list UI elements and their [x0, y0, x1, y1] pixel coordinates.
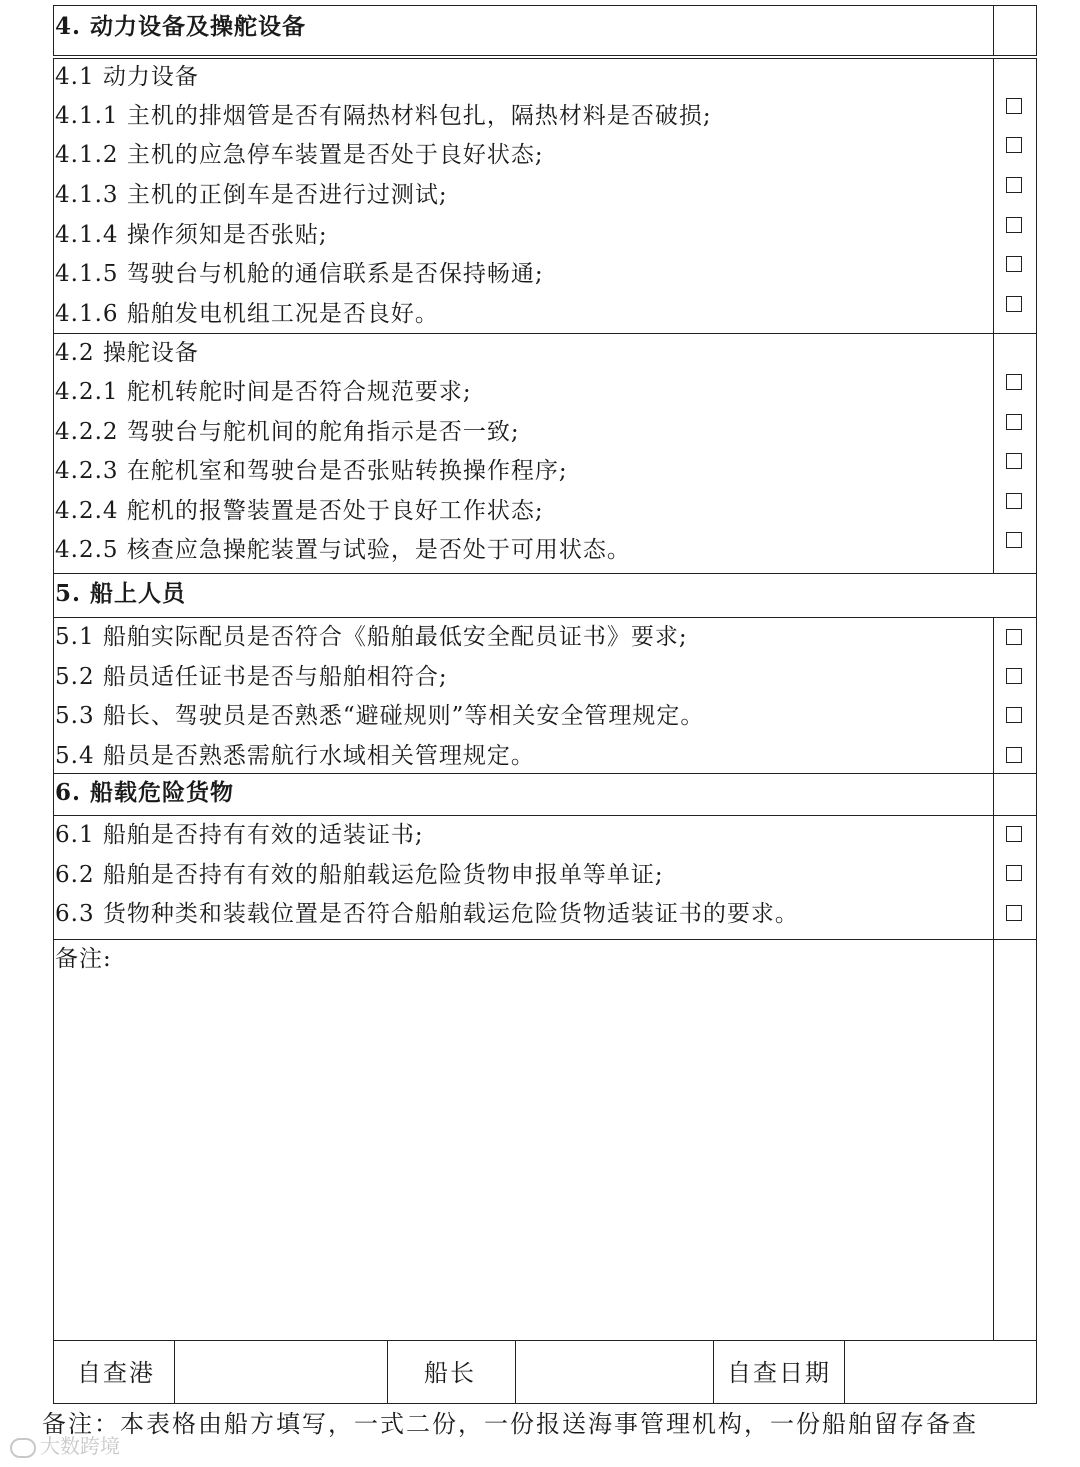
checkbox-4-2-5[interactable] — [1006, 532, 1022, 548]
item-4-1-1: 4.1.1 主机的排烟管是否有隔热材料包扎，隔热材料是否破损; — [55, 103, 712, 129]
section-4-title: 4. 动力设备及操舵设备 — [55, 13, 307, 40]
checkbox-4-1-4[interactable] — [1006, 217, 1022, 233]
item-4-2-5: 4.2.5 核查应急操舵装置与试验，是否处于可用状态。 — [55, 537, 631, 563]
row-divider — [53, 333, 1037, 334]
watermark — [10, 1430, 120, 1459]
checkbox-6-1[interactable] — [1006, 826, 1022, 842]
item-4-2-2: 4.2.2 驾驶台与舵机间的舵角指示是否一致; — [55, 419, 520, 445]
item-4-1-4: 4.1.4 操作须知是否张贴; — [55, 222, 328, 248]
item-4-1-5: 4.1.5 驾驶台与机舱的通信联系是否保持畅通; — [55, 261, 544, 287]
checkbox-4-2-4[interactable] — [1006, 493, 1022, 509]
row-divider — [53, 773, 1037, 774]
column-divider — [844, 1340, 845, 1404]
item-4-2-4: 4.2.4 舵机的报警装置是否处于良好工作状态; — [55, 498, 544, 524]
remarks-area[interactable] — [55, 975, 991, 1335]
column-divider — [515, 1340, 516, 1404]
checkbox-6-2[interactable] — [1006, 865, 1022, 881]
checkbox-5-4[interactable] — [1006, 747, 1022, 763]
row-divider — [53, 617, 1037, 618]
item-5-4: 5.4 船员是否熟悉需航行水域相关管理规定。 — [55, 743, 535, 769]
group-4-1-title: 4.1 动力设备 — [55, 64, 199, 90]
checkbox-4-2-3[interactable] — [1006, 453, 1022, 469]
captain-field[interactable] — [517, 1342, 711, 1402]
column-divider — [993, 5, 994, 56]
item-5-1: 5.1 船舶实际配员是否符合《船舶最低安全配员证书》要求; — [55, 624, 688, 650]
row-divider — [53, 815, 1037, 816]
captain-label: 船长 — [424, 1359, 476, 1387]
watermark-logo-icon — [10, 1438, 36, 1458]
item-6-1: 6.1 船舶是否持有有效的适装证书; — [55, 822, 424, 848]
checkbox-4-2-1[interactable] — [1006, 374, 1022, 390]
item-4-2-1: 4.2.1 舵机转舵时间是否符合规范要求; — [55, 379, 472, 405]
date-field[interactable] — [846, 1342, 1035, 1402]
port-label: 自查港 — [77, 1359, 155, 1387]
checkbox-5-3[interactable] — [1006, 707, 1022, 723]
group-4-2-title: 4.2 操舵设备 — [55, 340, 199, 366]
row-divider — [53, 939, 1037, 940]
checkbox-4-1-2[interactable] — [1006, 137, 1022, 153]
remarks-label: 备注: — [55, 946, 112, 972]
item-6-3: 6.3 货物种类和装载位置是否符合船舶载运危险货物适装证书的要求。 — [55, 901, 799, 927]
checkbox-5-1[interactable] — [1006, 629, 1022, 645]
checkbox-column-divider — [993, 618, 994, 1341]
date-label: 自查日期 — [727, 1359, 831, 1387]
column-divider — [174, 1340, 175, 1404]
checkbox-5-2[interactable] — [1006, 668, 1022, 684]
item-4-1-6: 4.1.6 船舶发电机组工况是否良好。 — [55, 301, 439, 327]
checkbox-6-3[interactable] — [1006, 905, 1022, 921]
watermark-text: 大数跨境 — [40, 1434, 120, 1458]
checkbox-column-divider — [993, 58, 994, 574]
row-divider — [53, 573, 1037, 574]
column-divider — [387, 1340, 388, 1404]
column-divider — [713, 1340, 714, 1404]
checkbox-4-1-6[interactable] — [1006, 296, 1022, 312]
checkbox-4-2-2[interactable] — [1006, 414, 1022, 430]
item-4-1-3: 4.1.3 主机的正倒车是否进行过测试; — [55, 182, 448, 208]
footnote: 备注：本表格由船方填写，一式二份，一份报送海事管理机构，一份船舶留存备查 — [42, 1410, 978, 1438]
checkbox-4-1-1[interactable] — [1006, 98, 1022, 114]
item-5-2: 5.2 船员适任证书是否与船舶相符合; — [55, 664, 448, 690]
port-field[interactable] — [176, 1342, 385, 1402]
checkbox-4-1-3[interactable] — [1006, 177, 1022, 193]
section-6-title: 6. 船载危险货物 — [55, 779, 235, 806]
item-4-2-3: 4.2.3 在舵机室和驾驶台是否张贴转换操作程序; — [55, 458, 568, 484]
checkbox-4-1-5[interactable] — [1006, 256, 1022, 272]
section-5-title: 5. 船上人员 — [55, 580, 187, 607]
item-4-1-2: 4.1.2 主机的应急停车装置是否处于良好状态; — [55, 142, 544, 168]
item-5-3: 5.3 船长、驾驶员是否熟悉“避碰规则”等相关安全管理规定。 — [55, 703, 705, 729]
item-6-2: 6.2 船舶是否持有有效的船舶载运危险货物申报单等单证; — [55, 862, 664, 888]
